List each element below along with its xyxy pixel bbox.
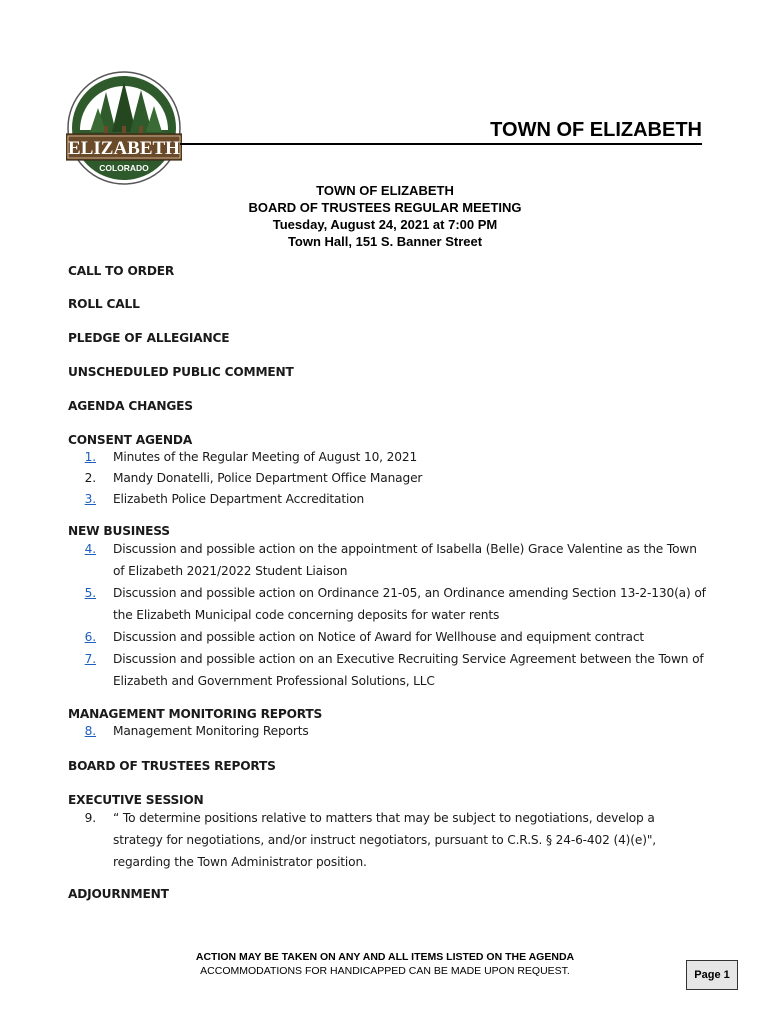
- meeting-board: BOARD OF TRUSTEES REGULAR MEETING: [248, 200, 522, 215]
- executive-list: [68, 807, 708, 873]
- meeting-info: [68, 182, 702, 250]
- item-text: Discussion and possible action on the appointment of Isabella (Belle) Grace Valentine as the Town of Elizabeth 2021/2022 Student Liaison: [113, 542, 697, 578]
- item-text: Minutes of the Regular Meeting of August 10, 2021: [113, 450, 418, 464]
- item-link[interactable]: 7.: [84, 652, 96, 666]
- item-number: 9.: [84, 811, 96, 825]
- call-to-order-heading: CALL TO ORDER: [68, 264, 175, 278]
- adjournment-heading: ADJOURNMENT: [68, 887, 169, 901]
- management-reports-heading: MANAGEMENT MONITORING REPORTS: [68, 707, 323, 721]
- item-link[interactable]: 6.: [84, 630, 96, 644]
- board-reports-heading: BOARD OF TRUSTEES REPORTS: [68, 759, 276, 773]
- item-text: Discussion and possible action on Ordinance 21-05, an Ordinance amending Section 13-2-130(a) of the Elizabeth Municipal code concerning deposits for water rents: [113, 586, 706, 622]
- footer: [68, 950, 702, 978]
- page-number: Page 1: [686, 960, 738, 990]
- page-title: TOWN OF ELIZABETH: [490, 119, 702, 141]
- roll-call-heading: ROLL CALL: [68, 297, 140, 311]
- item-text: Discussion and possible action on Notice of Award for Wellhouse and equipment contract: [113, 630, 645, 644]
- agenda-item: [68, 538, 708, 582]
- agenda-item: [68, 648, 708, 692]
- public-comment-heading: UNSCHEDULED PUBLIC COMMENT: [68, 365, 294, 379]
- agenda-item: [68, 582, 708, 626]
- logo-subtitle: COLORADO: [99, 163, 149, 173]
- item-link[interactable]: 3.: [84, 492, 96, 506]
- consent-list: [68, 447, 708, 510]
- item-link[interactable]: 1.: [84, 450, 96, 464]
- footer-accommodation-notice: ACCOMMODATIONS FOR HANDICAPPED CAN BE MADE UPON REQUEST.: [200, 965, 570, 977]
- footer-action-notice: ACTION MAY BE TAKEN ON ANY AND ALL ITEMS LISTED ON THE AGENDA: [195, 951, 575, 963]
- agenda-item: [68, 626, 708, 648]
- title-divider: [180, 143, 702, 145]
- item-text: Elizabeth Police Department Accreditation: [113, 492, 365, 506]
- agenda-item: [68, 721, 708, 741]
- agenda-item: [68, 489, 708, 510]
- logo-name: ELIZABETH: [68, 138, 180, 159]
- item-text: Management Monitoring Reports: [113, 724, 309, 738]
- item-link[interactable]: 8.: [84, 724, 96, 738]
- item-text: Discussion and possible action on an Executive Recruiting Service Agreement between the Town of Elizabeth and Government Professional Solutions, LLC: [113, 652, 704, 688]
- agenda-item: [68, 468, 708, 489]
- executive-session-heading: EXECUTIVE SESSION: [68, 793, 204, 807]
- item-text: “ To determine positions relative to matters that may be subject to negotiations, develop a strategy for negotiations, and/or instruct negotiators, pursuant to C.R.S. § 24-6-402 (4)(e)", regarding the Town Administrator position.: [113, 811, 657, 869]
- agenda-changes-heading: AGENDA CHANGES: [68, 399, 193, 413]
- meeting-location: Town Hall, 151 S. Banner Street: [287, 234, 483, 249]
- item-number: 2.: [84, 471, 96, 485]
- agenda-item: [68, 807, 708, 873]
- meeting-date: Tuesday, August 24, 2021 at 7:00 PM: [272, 217, 498, 232]
- item-link[interactable]: 4.: [84, 542, 96, 556]
- item-link[interactable]: 5.: [84, 586, 96, 600]
- management-list: [68, 721, 708, 741]
- consent-agenda-heading: CONSENT AGENDA: [68, 433, 193, 447]
- meeting-town: TOWN OF ELIZABETH: [316, 183, 454, 198]
- new-business-heading: NEW BUSINESS: [68, 524, 170, 538]
- new-business-list: [68, 538, 708, 692]
- agenda: [68, 264, 708, 901]
- agenda-item: [68, 447, 708, 468]
- pledge-heading: PLEDGE OF ALLEGIANCE: [68, 331, 230, 345]
- item-text: Mandy Donatelli, Police Department Office Manager: [113, 471, 423, 485]
- town-logo: [66, 70, 182, 186]
